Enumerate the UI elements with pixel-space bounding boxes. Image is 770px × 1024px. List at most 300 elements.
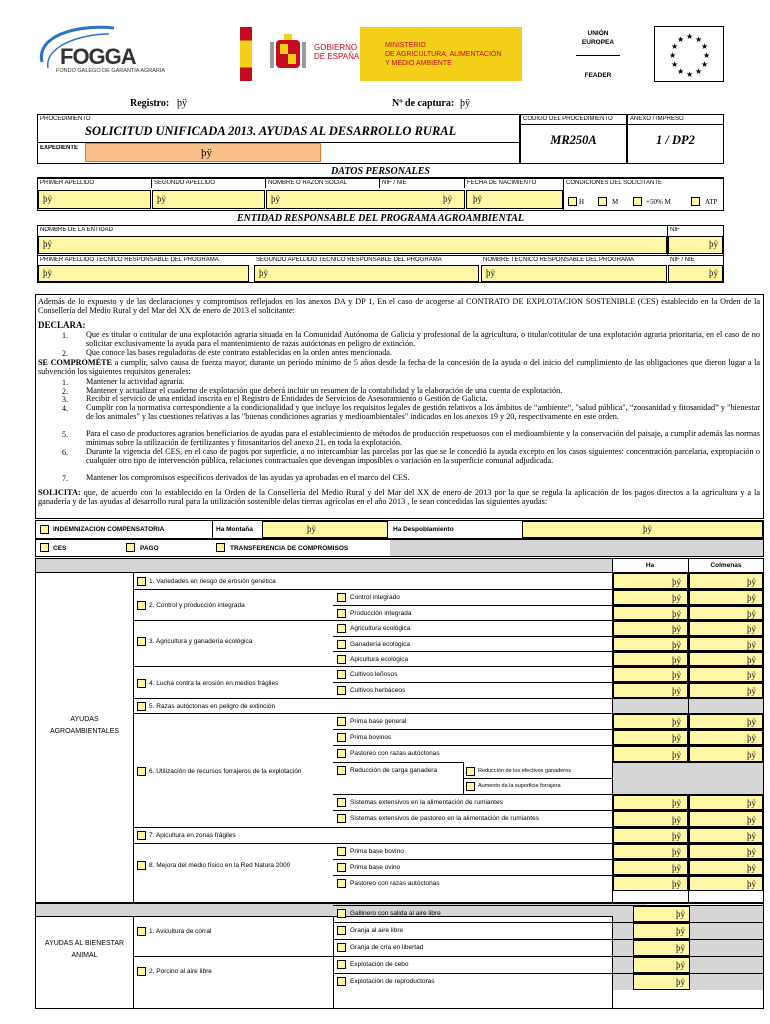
group-checkbox[interactable] [137,637,146,646]
tec1-value: þÿ [43,268,52,278]
ugm-value: þÿ [676,943,685,953]
col-ha-header: Ha [645,562,655,569]
tec2-field[interactable] [254,265,479,282]
transf-label: TRANSFERENCIA DE COMPROMISOS [230,545,349,552]
brow-checkbox[interactable] [337,977,346,986]
compromiso-text: Recibir el servicio de una entidad inscrita en el Registro de Entidades de Servicios de Asesoramiento o Gestión de Galicia. [86,394,488,403]
colmenas-field[interactable] [689,573,763,589]
subrow-line [333,620,612,621]
svg-text:★: ★ [677,35,685,44]
subrow-checkbox[interactable] [337,847,346,856]
subrow-label: Reducción de carga ganadera [350,767,438,774]
brow-checkbox[interactable] [337,943,346,952]
ha-value: þÿ [672,593,681,603]
colmenas-value: þÿ [747,654,756,665]
eu-divider [576,55,620,56]
vals-line [612,572,764,573]
vals-line [612,875,764,876]
cond-h-checkbox[interactable] [568,197,577,206]
entidad-nif-field[interactable] [668,236,723,254]
entidad-nif-value: þÿ [709,239,718,249]
codigo-divider [520,124,724,125]
vals-line [612,794,764,795]
colmenas-value: þÿ [747,686,756,696]
dp-sep4 [464,178,465,188]
vals-line [612,651,764,652]
ha-value: þÿ [672,879,681,889]
subrow-label: Pastoreo con razas autóctonas [350,880,440,887]
solicita-heading: SOLICITA: [38,488,81,497]
ha-montana-field[interactable] [262,521,388,538]
nombre-field[interactable] [266,190,465,209]
bien-col-sep1 [133,916,134,1009]
svg-text:★: ★ [677,67,685,76]
subrow-checkbox[interactable] [337,655,346,664]
gobierno-white-panel [252,27,360,81]
subrow-checkbox[interactable] [337,733,346,742]
ha-field[interactable] [613,637,688,651]
ha-value: þÿ [672,814,681,825]
agro-col-sep1 [133,572,134,903]
intro-text: Además de lo expuesto y de las declaraciones y compromisos reflejados en los anexos DA y DP 1, En el caso de acogerse al CONTRATO DE EXPLOTACION SOSTENIBLE (CES) establecido en la Orden de la Consellería del Medio Rural y del Mar del XX de enero de 2013 el solicitante: [38,297,760,315]
pago-checkbox[interactable] [126,543,135,552]
subrow-line [333,843,612,844]
ugm-gray [613,957,633,973]
colmenas-field[interactable] [689,667,763,682]
colmenas-value: þÿ [747,608,756,619]
gobierno-line2: DE ESPAÑA [314,52,360,61]
dp-sep2 [265,178,266,188]
svg-text:★: ★ [701,60,709,69]
tec1-field[interactable] [38,265,249,282]
colmenas-field[interactable] [689,606,763,620]
ha-field[interactable] [613,590,688,605]
colmenas-value: þÿ [747,639,756,650]
ha-value: þÿ [672,863,681,873]
vals-line [612,666,764,667]
ha-field[interactable] [613,844,688,859]
ha-field[interactable] [613,714,688,729]
subrow-label: Cultivos herbáceos [350,687,406,694]
subrow-line [333,605,612,606]
declara-2-num: 2. [62,349,68,358]
ces-checkbox[interactable] [40,543,49,552]
subrow-checkbox[interactable] [337,717,346,726]
segundo-apellido-field[interactable] [152,190,265,209]
brow-label: Explotación de reproductoras [350,978,435,985]
ugm-value: þÿ [676,926,685,936]
subrow-label: Sistemas extensivos de pastoreo en la alimentación de rumiantes [350,815,539,822]
spain-flag [240,27,252,81]
colmenas-value: þÿ [747,749,756,760]
cond-h-label: H [579,198,585,206]
colmenas-value: þÿ [747,831,756,841]
tec2-value: þÿ [259,268,268,278]
eu-stars-icon [655,27,723,81]
bien-label-1: AYUDAS AL BIENESTAR [44,940,125,947]
group-label: 2. Control y producción integrada [149,602,245,609]
eu-flag [654,26,724,82]
expediente-field[interactable] [85,143,321,162]
vals-line [612,810,764,811]
ha-field[interactable] [613,876,688,891]
g6d1-checkbox[interactable] [466,767,475,776]
entidad-title: ENTIDAD RESPONSABLE DEL PROGRAMA AGROAMBIENTAL [236,213,525,224]
ha-value: þÿ [672,576,681,587]
subrow-line [333,762,463,763]
ha-field[interactable] [613,811,688,827]
subrow-label: Producción integrada [350,610,412,617]
compromete-text [38,359,760,376]
declara-1-text: Que es titular o cotitular de una explotación agraria situada en la Comunidad Autónoma de Galicia y profesional de la agricultura, o titular/cotitular de una explotación agraria prioritaria, en el caso de no solicitar exclusivamente la ayuda para el mantenimiento de razas autóctonas en peligro de extinción. [86,330,760,348]
subrow-label: Prima base ovino [350,864,401,871]
ha-desp-field[interactable] [522,521,763,538]
ha-value: þÿ [672,624,681,634]
indemnizacion-checkbox[interactable] [40,525,49,534]
svg-text:★: ★ [686,70,694,79]
pago-label: PAGO [140,545,159,552]
ha-montana-label: Ha Montaña [216,526,253,533]
group-checkbox[interactable] [137,861,146,870]
subrow-line [333,729,612,730]
captura-label: Nº de captura: [392,98,455,109]
bien-label-2: ANIMAL [71,952,98,959]
ugm-gray2 [690,923,763,939]
tec4-field[interactable] [668,265,723,282]
subrow-label: Cultivos leñosos [350,671,398,678]
subrow-label: Ganadería ecológica [350,641,410,648]
group-label: 8. Mejora del medio físico en la Red Natura 2000 [149,862,291,869]
ha-field[interactable] [613,683,688,698]
group-line [133,698,612,699]
colmenas-value: þÿ [747,847,756,857]
ind-sep1 [212,520,213,539]
subrow-line [333,794,612,795]
subrow-label: Control integrado [350,594,400,601]
group-label: 7. Apicultura en zonas frágiles [149,832,236,839]
vals-line [612,745,764,746]
colmenas-field[interactable] [689,860,763,875]
ugm-gray2 [690,974,763,990]
compromiso-num: 5. [62,430,68,439]
ugm-gray2 [690,957,763,973]
anexo-label: ANEXO / IMPRESO [630,116,684,122]
svg-text:★: ★ [703,51,711,60]
ha-value: þÿ [672,733,681,743]
subrow-line [333,810,612,811]
ugm-gray [613,974,633,990]
vals-line [612,589,764,590]
tec4-label: NIF / NIE [670,257,695,263]
svg-text:★: ★ [701,42,709,51]
g6d2-checkbox[interactable] [466,782,475,791]
captura-value[interactable]: þÿ [460,98,470,109]
ha-field[interactable] [613,795,688,810]
colmenas-value: þÿ [747,576,756,587]
subrow-label: Agricultura ecológica [350,625,411,632]
entidad-nombre-field[interactable] [38,236,667,254]
ha-value: þÿ [672,717,681,727]
ugm-field[interactable] [633,974,690,990]
ha-field[interactable] [613,828,688,843]
ugm-gray2 [690,906,763,922]
group-checkbox[interactable] [137,679,146,688]
colmenas-field[interactable] [689,795,763,810]
vals-line [612,620,764,621]
colmenas-value: þÿ [747,717,756,727]
primer-apellido-field[interactable] [38,190,151,209]
ugm-value: þÿ [676,977,685,987]
colmenas-value: þÿ [747,863,756,873]
colmenas-field[interactable] [689,683,763,698]
ugm-gray2 [690,940,763,956]
svg-text:★: ★ [669,51,677,60]
ha-value: þÿ [672,749,681,760]
compromiso-text: Mantener la actividad agraria. [86,377,185,386]
ha-desp-label: Ha Despoblamiento [393,526,454,533]
tec1-label: PRIMER APELLIDO TÉCNICO RESPONSABLE DEL PROGRAMA [40,257,219,263]
colmenas-field[interactable] [689,730,763,745]
agro-label-2: AGROAMBIENTALES [49,728,120,735]
colmenas-field[interactable] [689,652,763,666]
g6d-gray [613,763,763,794]
subrow-line [333,589,612,590]
ha-value: þÿ [672,670,681,680]
subrow-line [333,875,612,876]
compromiso-num: 3. [62,395,68,404]
bgroup-checkbox[interactable] [137,927,146,936]
ugm-field[interactable] [633,906,690,922]
group-checkbox[interactable] [137,577,146,586]
entidad-nombre-value: þÿ [43,239,52,249]
brow-checkbox[interactable] [337,909,346,918]
bien-col-sep2 [333,916,334,1009]
subrow-checkbox[interactable] [337,686,346,695]
cond-atp-label: ATP [705,198,718,206]
vals-line [612,713,764,714]
gobierno-logo [240,27,522,81]
vals-line [612,698,764,699]
group-checkbox[interactable] [137,831,146,840]
g6d2-label: Aumento da la superficie forrajera [478,783,561,789]
brow-checkbox[interactable] [337,960,346,969]
tec3-label: NOMBRE TÉCNICO RESPONSABLE DEL PROGRAMA [483,257,635,263]
fecha-value: þÿ [473,194,482,204]
svg-text:★: ★ [695,67,703,76]
colmenas-field[interactable] [689,844,763,859]
group-label: 6. Utilización de recursos forrajeros de la explotación [149,768,302,775]
svg-text:★: ★ [695,35,703,44]
cond-50m-label: +50% M [646,198,671,206]
ugm-gray [613,906,633,922]
ces-label: CES [53,545,67,552]
g6d1-label: Reducción de los efectivos ganaderos [478,768,571,774]
ha-value: þÿ [672,654,681,665]
ha-field[interactable] [613,746,688,762]
ugm-field[interactable] [633,940,690,956]
ha-field[interactable] [613,730,688,745]
compromiso-text: Mantener los compromisos específicos derivados de las ayudas ya aprobadas en el marco del CES. [86,473,410,482]
subrow-checkbox[interactable] [337,624,346,633]
ha-field[interactable] [613,652,688,666]
cond-50m-checkbox[interactable] [633,197,642,206]
subrow-line [333,713,612,714]
declara-1-num: 1. [62,331,68,340]
colmenas-field[interactable] [689,590,763,605]
compromiso-num: 7. [62,474,68,483]
brow-label: Granja al aire libre [350,927,404,934]
ha-value: þÿ [672,639,681,650]
indemnizacion-label: INDEMNIZACION COMPENSATORIA [53,526,165,533]
compromiso-text: Durante la vigencia del CES, en el caso de pagos por superficie, a no intercambiar las parcelas por las que se le concedió la ayuda excepto en los casos siguientes: concentración parcelaria, expropiación o cualquier otro tipo de intervención pública, relaciones contractuales que devengan imposibles o variación en la superficie comunal adjudicada. [86,447,760,465]
ha-value: þÿ [672,831,681,841]
colmenas-value: þÿ [747,593,756,603]
ugm-field[interactable] [633,923,690,939]
ugm-gray [613,923,633,939]
compromiso-num: 1. [62,378,68,387]
subrow-checkbox[interactable] [337,640,346,649]
declara-2-text: Que conoce las bases reguladoras de este contrato establecidas en la orden antes mencionada. [86,348,392,357]
g6d-mid [463,778,612,779]
subrow-checkbox[interactable] [337,749,346,758]
colmenas-field[interactable] [689,876,763,891]
colmenas-value: þÿ [747,798,756,808]
dp-sep1 [151,178,152,188]
ha-field[interactable] [613,860,688,875]
colmenas-field[interactable] [689,714,763,729]
solicita-text [38,488,760,506]
feader-label: FEADER [584,72,612,79]
subrow-checkbox[interactable] [337,766,346,775]
cond-atp-checkbox[interactable] [691,197,700,206]
vals-line [612,843,764,844]
cond-m-checkbox[interactable] [598,197,607,206]
subrow-label: Prima bovinos [350,734,392,741]
colmenas-field[interactable] [689,621,763,636]
vals-line [612,636,764,637]
nif-value: þÿ [443,194,452,204]
group-label: 3. Agricultura y ganadería ecológica [149,638,253,645]
vals-line [612,859,764,860]
subrow-line [333,682,612,683]
ha-desp-value: þÿ [643,524,652,534]
fecha-field[interactable] [466,190,563,209]
fecha-label: FECHA DE NACIMIENTO [467,180,537,186]
tec3-field[interactable] [481,265,667,282]
colmenas-gray [689,699,763,713]
subrow-checkbox[interactable] [337,879,346,888]
procedimiento-label: PROCEDIMIENTO [40,116,91,122]
compromete-heading: SE COMPROMÉTE [38,358,113,367]
codigo-value: MR250A [550,133,597,147]
subrow-line [333,745,612,746]
subrow-label: Prima base bovino [350,848,404,855]
group-checkbox[interactable] [137,702,146,711]
ha-value: þÿ [672,847,681,857]
colmenas-value: þÿ [747,879,756,889]
subrow-line [333,651,612,652]
ugm-value: þÿ [676,909,685,919]
svg-text:★: ★ [671,60,679,69]
vals-line [612,682,764,683]
ugm-field[interactable] [633,957,690,973]
subrow-checkbox[interactable] [337,798,346,807]
subrow-label: Sistemas extensivos en la alimentación de rumiantes [350,799,503,806]
group-checkbox[interactable] [137,601,146,610]
dp-sep5 [563,178,564,211]
colmenas-field[interactable] [689,828,763,843]
tec2-label: SEGUNDO APELLIDO TÉCNICO RESPONSABLE DEL PROGRAMA [256,257,442,263]
subrow-checkbox[interactable] [337,670,346,679]
ha-field[interactable] [613,667,688,682]
subrow-checkbox[interactable] [337,814,346,823]
group-label: 1. Variedades en riesgo de erosión genética [149,578,276,585]
compromete-body: a cumplir, salvo causa de fuerza mayor, durante un período mínimo de 5 años desde la fecha de la concesión de la ayuda o del inicio del cumplimiento de las obligaciones que dieron lugar a la subvención los siguientes requisitos generales: [38,358,761,376]
colmenas-value: þÿ [747,624,756,634]
procedure-title: SOLICITUD UNIFICADA 2013. AYUDAS AL DESARROLLO RURAL [85,124,457,138]
colmenas-field[interactable] [689,811,763,827]
subrow-checkbox[interactable] [337,863,346,872]
tec3-value: þÿ [486,268,495,278]
datos-personales-title: DATOS PERSONALES [330,166,430,177]
tec4-value: þÿ [709,268,718,278]
brow-checkbox[interactable] [337,926,346,935]
brow-label: Granja de cría en libertad [350,944,424,951]
nombre-label: NOMBRE O RAZÓN SOCIAL [268,180,348,186]
dp-sep3 [379,178,380,188]
compromiso-num: 2. [62,387,68,396]
colmenas-value: þÿ [747,814,756,825]
vals-line [612,605,764,606]
eu-label-1: UNIÓN [587,30,609,37]
solicita-body: que, de acuerdo con lo establecido en la Orden de la Consellería del Medio Rural y del Mar del XX de enero de 2013 por la que se regula la aplicación de los pagos directos a la agricultura y a la ganadería y de las ayudas al desarrollo rural para la utilización sostenible delas tierras agrícolas en el año 2013 , le sean concedidas las siguientes ayudas: [38,488,760,506]
subrow-checkbox[interactable] [337,593,346,602]
group-label: 4. Lucha contra la erosión en medios frágiles [149,680,279,687]
svg-text:★: ★ [686,32,694,41]
bgroup-label: 2. Porcino al aire libre [149,968,212,975]
expediente-value: þÿ [201,147,212,159]
nif-label: NIF / NIE [382,180,407,186]
group-checkbox[interactable] [137,767,146,776]
subrow-checkbox[interactable] [337,609,346,618]
col-colmenas-header: Colmenas [710,562,742,569]
eu-label-2: EUROPEA [581,39,615,46]
bgroup-checkbox[interactable] [137,967,146,976]
ha-field[interactable] [613,621,688,636]
subrow-label: Pastoreo con razas autóctonas [350,750,440,757]
ent-mid-line [37,255,724,256]
segundo-apellido-label: SEGUNDO APELLIDO [154,180,216,186]
ministerio-line3: Y MEDIO AMBIENTE [385,60,452,67]
transf-checkbox[interactable] [216,543,225,552]
group-line [133,572,612,573]
registro-value[interactable]: þÿ [177,98,187,109]
ha-field[interactable] [613,573,688,589]
fogga-logo [34,22,184,80]
vals-line [612,762,764,763]
primer-apellido-value: þÿ [43,194,52,204]
expediente-label: EXPEDIENTE [40,145,79,151]
svg-text:★: ★ [671,42,679,51]
colmenas-field[interactable] [689,746,763,762]
colmenas-field[interactable] [689,637,763,651]
ha-field[interactable] [613,606,688,620]
brow-label: Explotación de cebo [350,961,409,968]
declara-heading: DECLARA: [38,320,86,330]
registro-label: Registro: [130,98,170,109]
primer-apellido-label: PRIMER APELLIDO [40,180,95,186]
entidad-nombre-label: NOMBRE DE LA ENTIDAD [40,227,114,233]
